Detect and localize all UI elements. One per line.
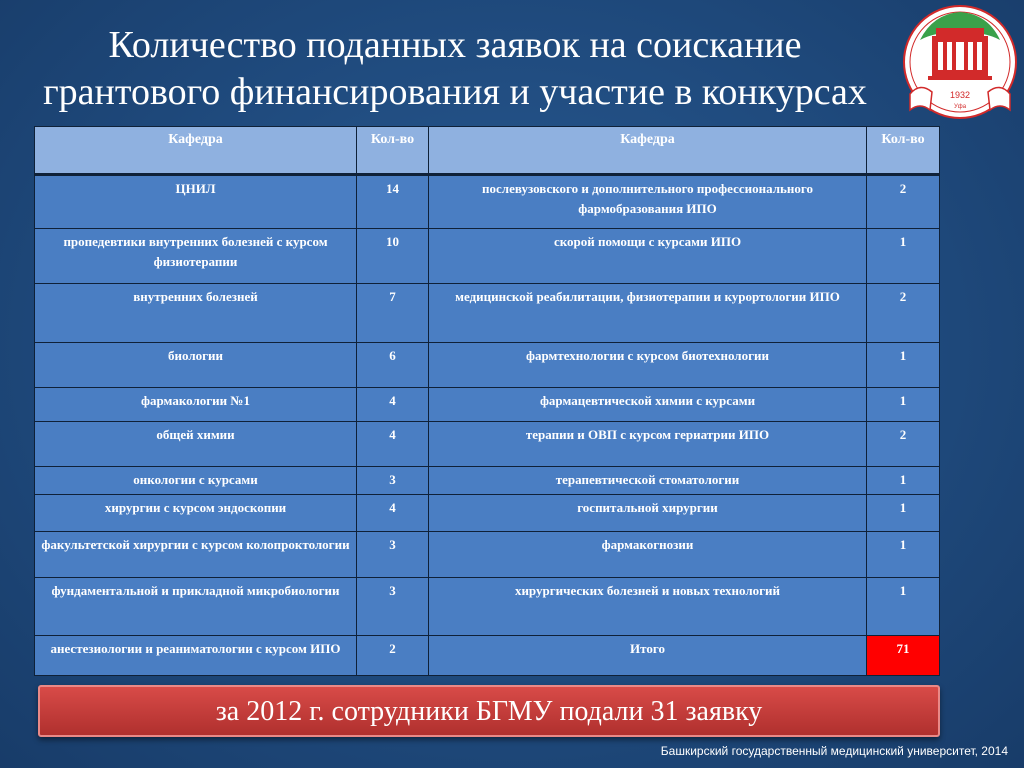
table-row [35, 343, 940, 388]
header-count-left: Кол-во [357, 127, 429, 175]
count-cell: 1 [867, 532, 940, 578]
department-cell: госпитальной хирургии [429, 495, 867, 532]
department-cell: анестезиологии и реаниматологии с курсом ИПО [35, 636, 357, 676]
header-department-left: Кафедра [35, 127, 357, 175]
department-cell: скорой помощи с курсами ИПО [429, 229, 867, 284]
applications-table [34, 126, 940, 676]
department-cell: фармакологии №1 [35, 388, 357, 422]
count-cell: 4 [357, 388, 429, 422]
count-cell: 1 [867, 495, 940, 532]
count-cell: 2 [867, 284, 940, 343]
department-cell: терапии и ОВП с курсом гериатрии ИПО [429, 422, 867, 467]
count-cell: 1 [867, 229, 940, 284]
count-cell: 3 [357, 532, 429, 578]
table-row [35, 284, 940, 343]
count-cell: 3 [357, 467, 429, 495]
table-row [35, 467, 940, 495]
department-cell: пропедевтики внутренних болезней с курсом физиотерапии [35, 229, 357, 284]
count-cell: 7 [357, 284, 429, 343]
department-cell: терапевтической стоматологии [429, 467, 867, 495]
count-cell: 4 [357, 422, 429, 467]
count-cell: 1 [867, 578, 940, 636]
table-header-row [35, 127, 940, 175]
count-cell: 1 [867, 343, 940, 388]
count-cell: 3 [357, 578, 429, 636]
slide-title-line-1: Количество поданных заявок на соискание [108, 24, 802, 66]
count-cell: 2 [867, 175, 940, 229]
count-cell: 6 [357, 343, 429, 388]
header-department-right: Кафедра [429, 127, 867, 175]
table-row [35, 495, 940, 532]
department-cell: послевузовского и дополнительного профессионального фармобразования ИПО [429, 175, 867, 229]
table-row [35, 532, 940, 578]
department-cell: ЦНИЛ [35, 175, 357, 229]
department-cell: общей химии [35, 422, 357, 467]
count-cell: 1 [867, 467, 940, 495]
slide-title [10, 22, 900, 116]
department-cell: хирургии с курсом эндоскопии [35, 495, 357, 532]
count-cell: 14 [357, 175, 429, 229]
footer-credit: Башкирский государственный медицинский университет, 2014 [660, 744, 1008, 758]
table-row [35, 422, 940, 467]
department-cell: фармакогнозии [429, 532, 867, 578]
logo-city: Уфа [953, 104, 967, 110]
department-cell: хирургических болезней и новых технологий [429, 578, 867, 636]
department-cell: факультетской хирургии с курсом колопроктологии [35, 532, 357, 578]
count-cell: 2 [357, 636, 429, 676]
table-row-total [35, 636, 940, 676]
department-cell: внутренних болезней [35, 284, 357, 343]
university-logo [898, 2, 1022, 126]
count-cell: 1 [867, 388, 940, 422]
department-cell: фармтехнологии с курсом биотехнологии [429, 343, 867, 388]
department-cell: онкологии с курсами [35, 467, 357, 495]
department-cell: фундаментальной и прикладной микробиологии [35, 578, 357, 636]
total-label-cell: Итого [429, 636, 867, 676]
total-value-cell: 71 [867, 636, 940, 676]
department-cell: фармацевтической химии с курсами [429, 388, 867, 422]
slide-title-line-2: грантового финансирования и участие в конкурсах [43, 71, 867, 113]
table-row [35, 229, 940, 284]
logo-year: 1932 [949, 90, 971, 100]
department-cell: биологии [35, 343, 357, 388]
count-cell: 2 [867, 422, 940, 467]
department-cell: медицинской реабилитации, физиотерапии и курортологии ИПО [429, 284, 867, 343]
table-row [35, 175, 940, 229]
table-row [35, 388, 940, 422]
table-row [35, 578, 940, 636]
header-count-right: Кол-во [867, 127, 940, 175]
count-cell: 4 [357, 495, 429, 532]
summary-banner: за 2012 г. сотрудники БГМУ подали 31 заявку [38, 685, 940, 737]
count-cell: 10 [357, 229, 429, 284]
